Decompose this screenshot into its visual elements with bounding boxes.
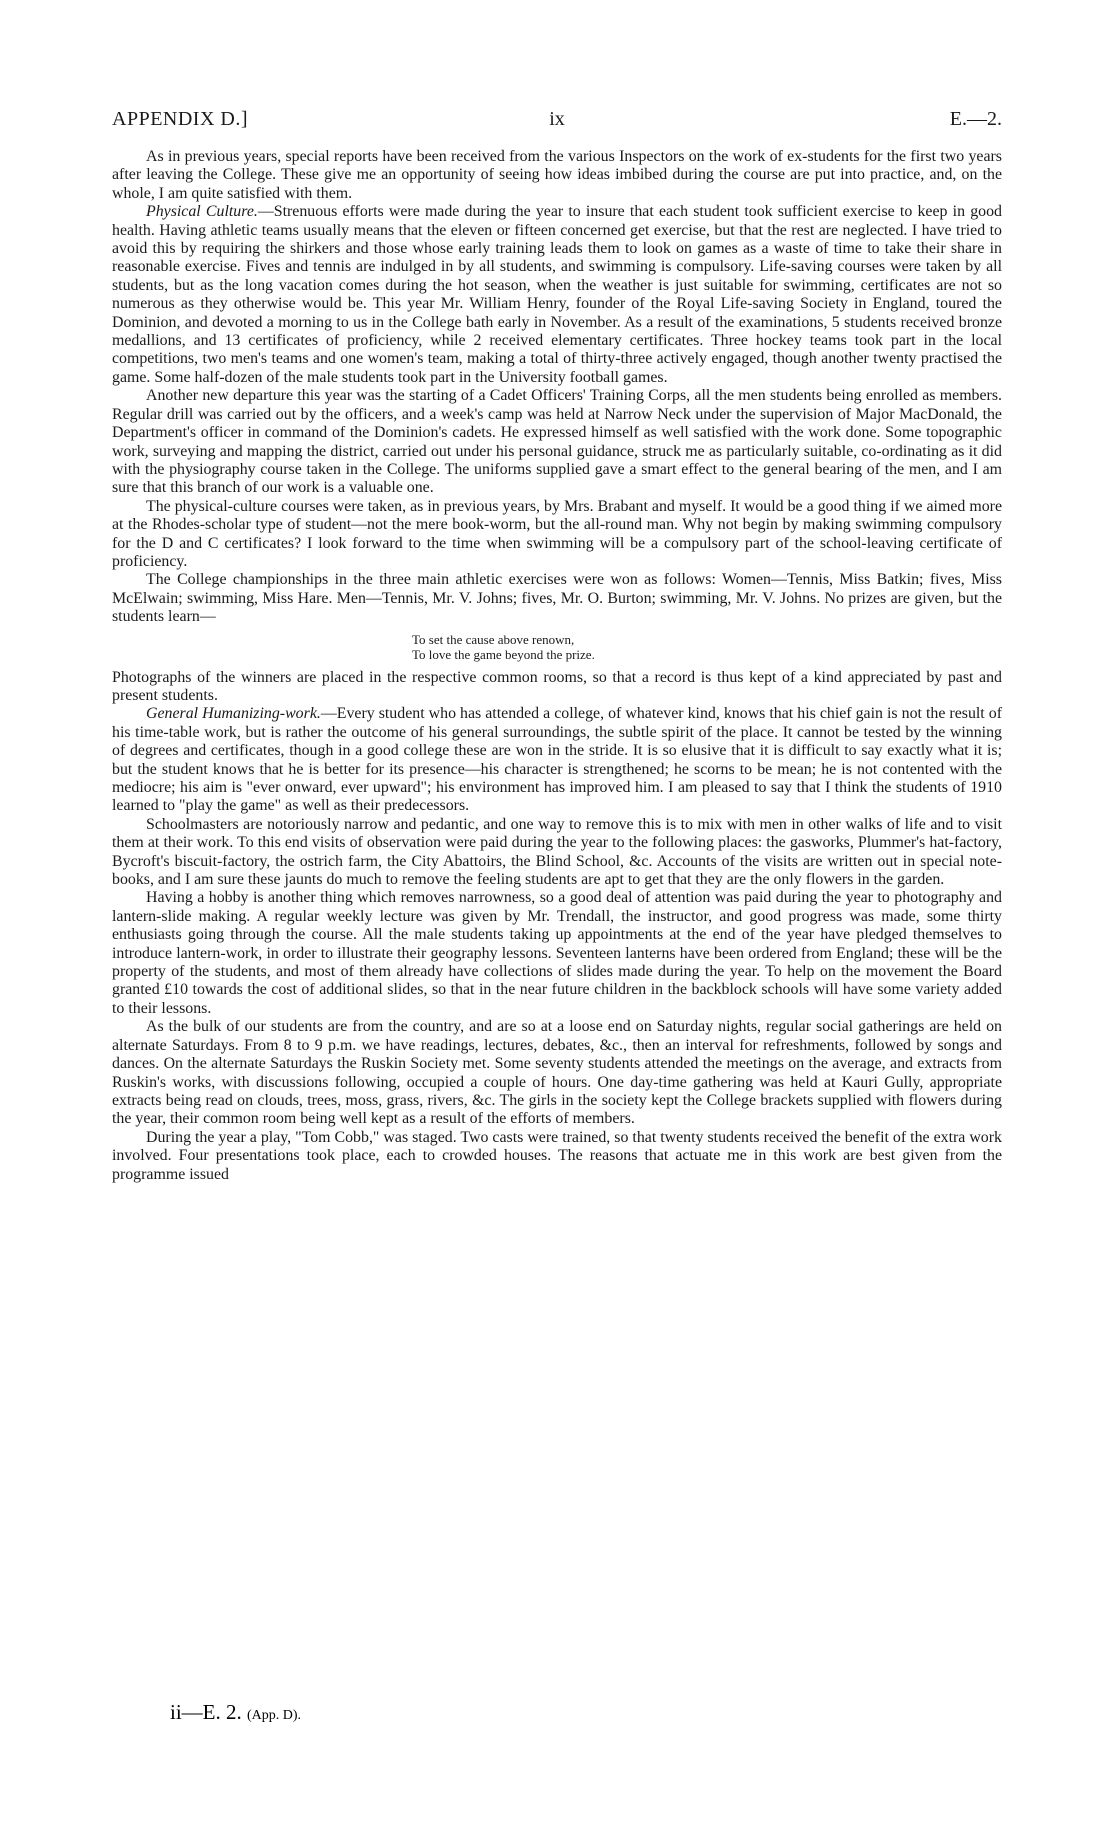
paragraph: Another new departure this year was the starting of a Cadet Officers' Training Corps, all the men students being enrolled as members. Regular drill was carried out by the officers, and a week's camp was held at Narrow Neck under the supervision of Major MacDonald, the Department's officer in command of the Dominion's cadets. He expressed himself as well satisfied with the work done. Some topographic work, surveying and mapping the district, carried out under his personal guidance, struck me as particularly suitable, co-ordinating as it did with the physiography course taken in the College. The uniforms supplied gave a smart effect to the general bearing of the men, and I am sure that this branch of our work is a valuable one. [112,387,1002,497]
signature-small: (App. D). [247,1708,302,1723]
paragraph: Physical Culture.—Strenuous efforts were made during the year to insure that each student took sufficient exercise to keep in good health. Having athletic teams usually means that the eleven or fifteen concerned get exercise, but that the rest are neglected. I have tried to avoid this by requiring the shirkers and those whose early training leads them to look on games as a waste of time to take their share in reasonable exercise. Fives and tennis are indulged in by all students, and swimming is compulsory. Life-saving courses were taken by all students, but as the long vacation comes during the hot season, when the weather is just suitable for swimming, certificates are not so numerous as they otherwise would be. This year Mr. William Henry, founder of the Royal Life-saving Society in England, toured the Dominion, and devoted a morning to us in the College bath early in November. As a result of the examinations, 5 students received bronze medallions, and 13 certificates of proficiency, while 2 received elementary certificates. Three hockey teams took part in the local competitions, two men's teams and one women's team, making a total of thirty-three actively engaged, though another twenty practised the game. Some half-dozen of the male students took part in the University football games. [112,203,1002,386]
verse-quote [412,632,1002,663]
paragraph: The College championships in the three main athletic exercises were won as follows: Women—Tennis, Miss Batkin; fives, Miss McElwain; swimming, Miss Hare. Men—Tennis, Mr. V. Johns; fives, Mr. O. Burton; swimming, Mr. V. Johns. No prizes are given, but the students learn— [112,571,1002,626]
paragraph: Having a hobby is another thing which removes narrowness, so a good deal of attention was paid during the year to photography and lantern-slide making. A regular weekly lecture was given by Mr. Trendall, the instructor, and good progress was made, some thirty enthusiasts going through the course. All the male students taking up appointments at the end of the year have pledged themselves to introduce lantern-work, in order to illustrate their geography lessons. Seventeen lanterns have been ordered from England; these will be the property of the students, and most of them already have collections of slides made during the year. To help on the movement the Board granted £10 towards the cost of additional slides, so that in the near future children in the backblock schools will have some variety added to their lessons. [112,889,1002,1017]
section-heading: Physical Culture. [146,203,258,221]
verse-line: To set the cause above renown, [412,631,575,647]
body-text [112,148,1002,1184]
paragraph: During the year a play, "Tom Cobb," was staged. Two casts were trained, so that twenty students received the benefit of the extra work involved. Four presentations took place, each to crowded houses. The reasons that actuate me in this work are best given from the programme issued [112,1128,1002,1183]
paragraph: As the bulk of our students are from the country, and are so at a loose end on Saturday nights, regular social gatherings are held on alternate Saturdays. From 8 to 9 p.m. we have readings, lectures, debates, &c., then an interval for refreshments, followed by songs and dances. On the alternate Saturdays the Ruskin Society met. Some seventy students attended the meetings on the average, and extracts from Ruskin's works, with discussions following, occupied a couple of hours. One day-time gathering was held at Kauri Gully, appropriate extracts being read on clouds, trees, moss, grass, rivers, &c. The girls in the society kept the College brackets supplied with flowers during the year, their common room being well kept as a result of the efforts of members. [112,1018,1002,1128]
section-heading: General Humanizing-work. [146,705,321,723]
signature-mark [170,1700,301,1725]
verse-line: To love the game beyond the prize. [412,647,595,663]
paragraph: Photographs of the winners are placed in the respective common rooms, so that a record is thus kept of a kind appreciated by past and present students. [112,668,1002,704]
signature-main: ii—E. 2. [170,1700,242,1724]
paragraph: Schoolmasters are notoriously narrow and pedantic, and one way to remove this is to mix with men in other walks of life and to visit them at their work. To this end visits of observation were paid during the year to the following places: the gasworks, Plummer's hat-factory, Bycroft's biscuit-factory, the ostrich farm, the City Abattoirs, the Blind School, &c. Accounts of the visits are written out in special note-books, and I am sure these jaunts do much to remove the feeling students are apt to get that they are the only flowers in the garden. [112,815,1002,889]
paragraph: As in previous years, special reports have been received from the various Inspectors on the work of ex-students for the first two years after leaving the College. These give me an opportunity of seeing how ideas imbibed during the course are put into practice, and, on the whole, I am quite satisfied with them. [112,148,1002,202]
paragraph: General Humanizing-work.—Every student who has attended a college, of whatever kind, knows that his chief gain is not the result of his time-table work, but is rather the outcome of his general surroundings, the subtle spirit of the place. It cannot be tested by the winning of degrees and certificates, though in a good college these are won in the stride. It is so elusive that it is difficult to say exactly what it is; but the student knows that he is better for its presence—his character is strengthened; he scorns to be mean; he is not contented with the mediocre; his aim is "ever onward, ever upward"; his environment has improved him. I am pleased to say that I think the students of 1910 learned to "play the game" as well as their predecessors. [112,705,1002,815]
header-appendix: APPENDIX D.] [112,108,248,130]
running-header [112,108,1002,148]
page-number: ix [549,108,565,130]
header-code: E.—2. [949,108,1002,130]
paragraph: The physical-culture courses were taken, as in previous years, by Mrs. Brabant and myself. It would be a good thing if we aimed more at the Rhodes-scholar type of student—not the mere book-worm, but the all-round man. Why not begin by making swimming compulsory for the D and C certificates? I look forward to the time when swimming will be a compulsory part of the school-leaving certificate of proficiency. [112,497,1002,570]
